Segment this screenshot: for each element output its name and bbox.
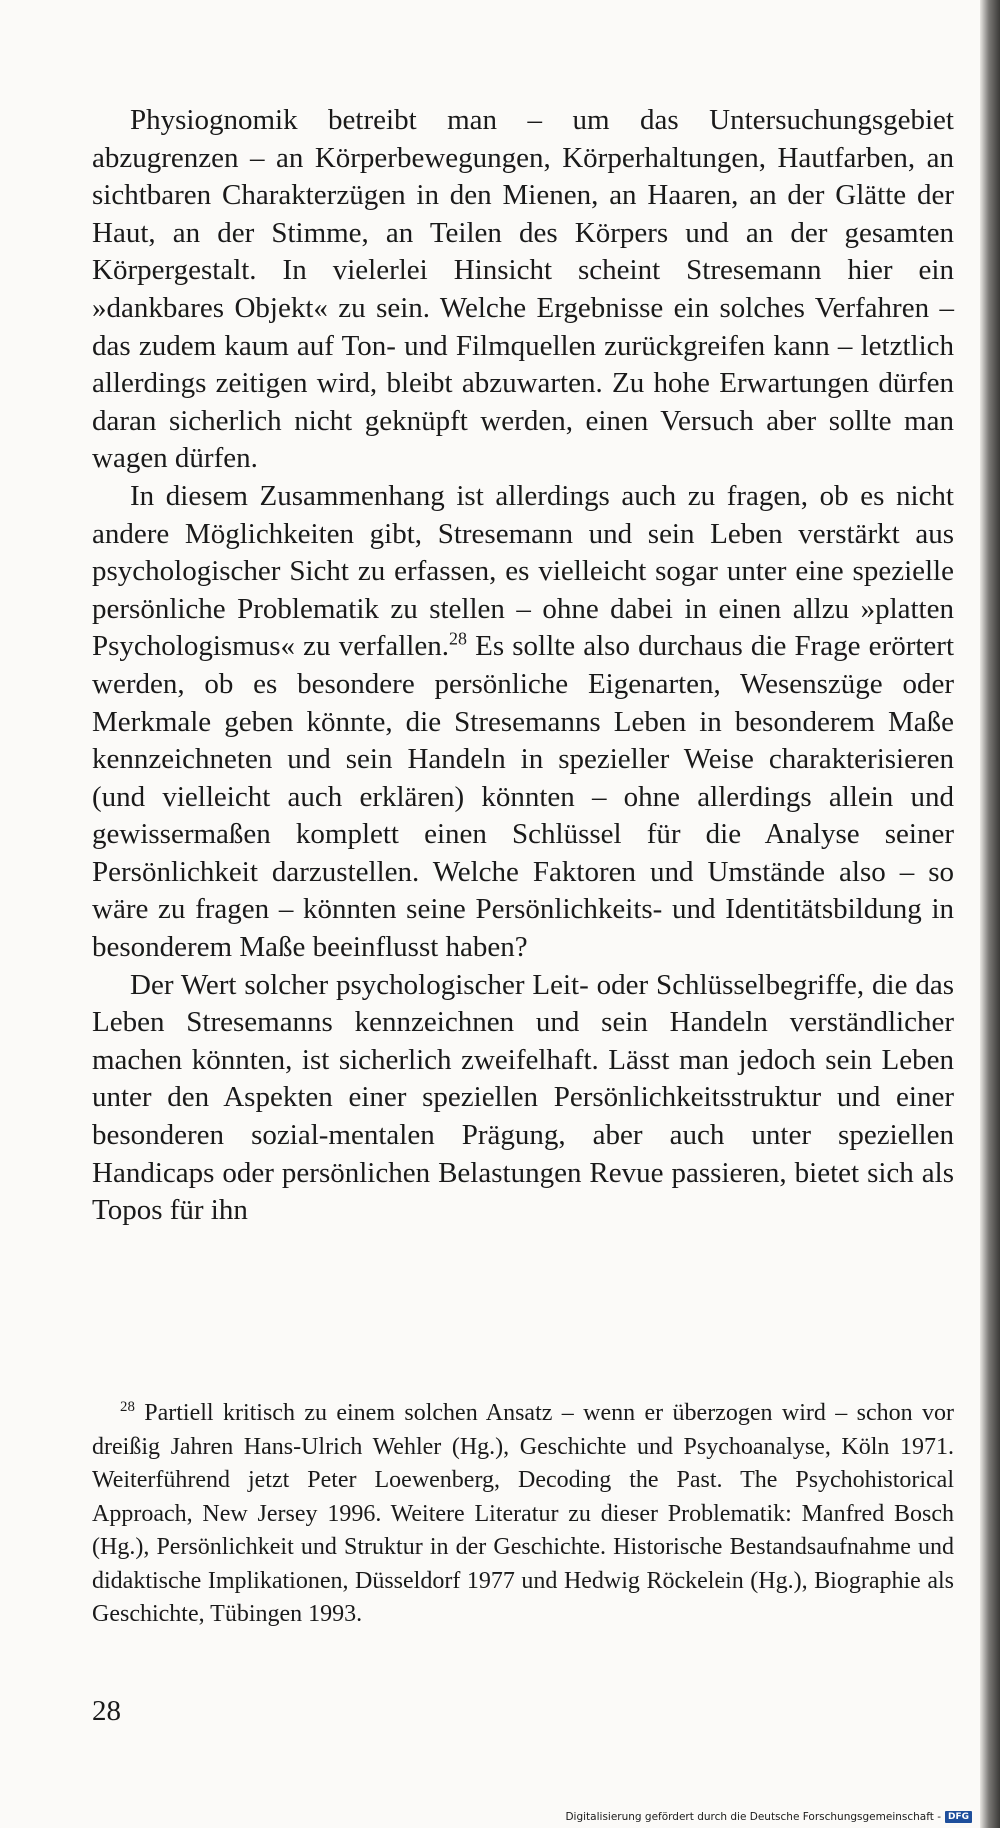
scan-page-edge	[980, 0, 1000, 1828]
dfg-logo: DFG	[945, 1811, 972, 1823]
footnote-text: Partiell kritisch zu einem solchen Ansatz – wenn er überzogen wird – schon vor dreißig Jahren Hans-Ulrich Wehler (Hg.), Geschichte und Psychoanalyse, Köln 1971. Weiterführend jetzt Peter Loewenberg, Decoding the Past. The Psychohistorical Approach, New Jersey 1996. Weitere Literatur zu dieser Problematik: Manfred Bosch (Hg.), Persönlichkeit und Struktur in der Geschichte. Historische Bestandsaufnahme und didaktische Implikationen, Düsseldorf 1977 und Hedwig Röckelein (Hg.), Biographie als Geschichte, Tübingen 1993.	[92, 1400, 954, 1627]
paragraph-2-text-before: In diesem Zusammenhang ist allerdings auch zu fragen, ob es nicht andere Möglichkeiten gibt, Stresemann und sein Leben verstärkt aus psychologischer Sicht zu erfassen, es vielleicht sogar unter eine spezielle persönliche Problematik zu stellen – ohne dabei in einen allzu »platten Psychologismus« zu verfallen.	[92, 479, 954, 663]
footer-text: Digitalisierung gefördert durch die Deutsche Forschungsgemeinschaft -	[565, 1811, 941, 1823]
footnote-section	[92, 1397, 954, 1632]
footnote-28	[92, 1397, 954, 1632]
digitization-footer	[565, 1810, 972, 1824]
paragraph-1: Physiognomik betreibt man – um das Untersuchungsgebiet abzugrenzen – an Körperbewegungen, Körperhaltungen, Hautfarben, an sichtbaren Charakterzügen in den Mienen, an Haaren, an der Glätte der Haut, an der Stimme, an Teilen des Körpers und an der gesamten Körpergestalt. In vielerlei Hinsicht scheint Stresemann hier ein »dankbares Objekt« zu sein. Welche Ergebnisse ein solches Verfahren – das zudem kaum auf Ton- und Filmquellen zurückgreifen kann – letztlich allerdings zeitigen wird, bleibt abzuwarten. Zu hohe Erwartungen dürfen daran sicherlich nicht geknüpft werden, einen Versuch aber sollte man wagen dürfen.	[92, 104, 954, 475]
paragraph-2-text-after: Es sollte also durchaus die Frage erörtert werden, ob es besondere persönliche Eigenarten, Wesenszüge oder Merkmale geben könnte, die Stresemanns Leben in besonderem Maße kennzeichneten und sein Handeln in spezieller Weise charakterisieren (und vielleicht auch erklären) könnten – ohne allerdings allein und gewissermaßen komplett einen Schlüssel für die Analyse seiner Persönlichkeit darzustellen. Welche Faktoren und Umstände also – so wäre zu fragen – könnten seine Persönlichkeits- und Identitätsbildung in besonderem Maße beeinflusst haben?	[92, 630, 955, 964]
footnote-reference: 28	[449, 628, 467, 649]
paragraph-2	[92, 478, 954, 967]
page-number: 28	[92, 1695, 121, 1727]
paragraph-3: Der Wert solcher psychologischer Leit- oder Schlüsselbegriffe, die das Leben Stresemanns kennzeichnen und sein Handeln verständlicher machen könnten, ist sicherlich zweifelhaft. Lässt man jedoch sein Leben unter den Aspekten einer speziellen Persönlichkeitsstruktur und einer besonderen sozial-mentalen Prägung, aber auch unter speziellen Handicaps oder persönlichen Belastungen Revue passieren, bietet sich als Topos für ihn	[92, 968, 954, 1227]
main-text	[92, 102, 954, 1230]
footnote-number: 28	[120, 1399, 135, 1415]
